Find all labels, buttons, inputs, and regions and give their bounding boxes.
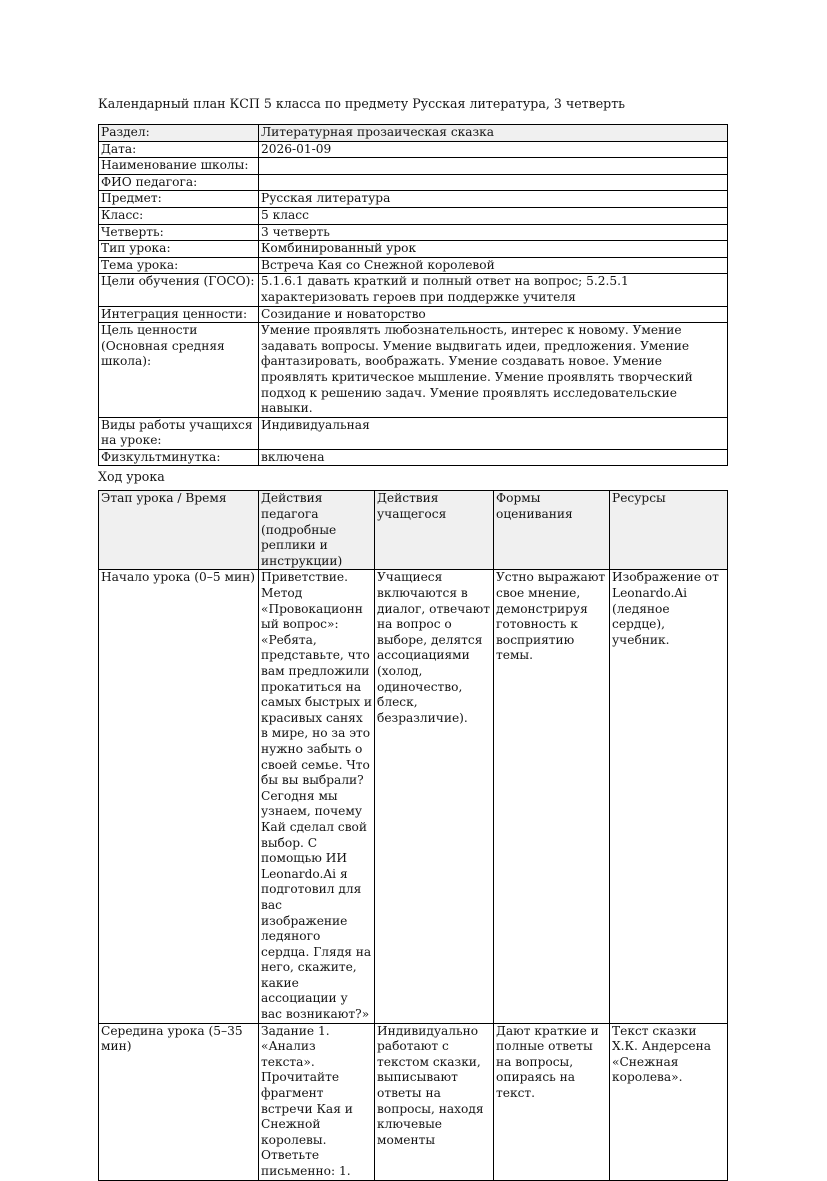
info-label: ФИО педагога: — [99, 174, 259, 191]
info-value: Индивидуальная — [259, 417, 728, 449]
info-row-teacher-name — [99, 174, 728, 191]
info-row-quarter — [99, 224, 728, 241]
info-row-work-types — [99, 417, 728, 449]
lesson-table-header-row — [99, 491, 728, 570]
info-label: Цель ценности (Основная средняя школа): — [99, 323, 259, 418]
info-label: Тема урока: — [99, 257, 259, 274]
cell-assessment: Дают краткие и полные ответы на вопросы, опираясь на текст. — [494, 1023, 610, 1180]
info-value: Комбинированный урок — [259, 241, 728, 258]
lesson-row-start — [99, 570, 728, 1023]
column-header-teacher-actions: Действия педагога (подробные реплики и инструкции) — [259, 491, 375, 570]
info-value: Созидание и новаторство — [259, 306, 728, 323]
info-row-values-integration — [99, 306, 728, 323]
info-label: Четверть: — [99, 224, 259, 241]
info-value: Встреча Кая со Снежной королевой — [259, 257, 728, 274]
info-label: Дата: — [99, 141, 259, 158]
cell-resources: Изображение от Leonardo.Ai (ледяное сердце), учебник. — [610, 570, 728, 1023]
info-value: Умение проявлять любознательность, интерес к новому. Умение задавать вопросы. Умение выдвигать идеи, предложения. Умение фантазировать, воображать. Умение создавать новое. Умение проявлять критическое мышление. Умение проявлять творческий подход к решению задач. Умение проявлять исследовательские навыки. — [259, 323, 728, 418]
info-row-class — [99, 207, 728, 224]
info-row-goals — [99, 274, 728, 306]
info-label: Интеграция ценности: — [99, 306, 259, 323]
info-value: Литературная прозаическая сказка — [259, 125, 728, 142]
info-row-school — [99, 158, 728, 175]
column-header-assessment: Формы оценивания — [494, 491, 610, 570]
info-value: включена — [259, 449, 728, 466]
column-header-student-actions: Действия учащегося — [375, 491, 494, 570]
cell-stage: Середина урока (5–35 мин) — [99, 1023, 259, 1180]
info-label: Физкультминутка: — [99, 449, 259, 466]
lesson-info-table — [98, 124, 728, 466]
info-value: 5 класс — [259, 207, 728, 224]
cell-assessment: Устно выражают свое мнение, демонстрируя готовность к восприятию темы. — [494, 570, 610, 1023]
info-label: Предмет: — [99, 191, 259, 208]
info-row-lesson-topic — [99, 257, 728, 274]
info-value: 3 четверть — [259, 224, 728, 241]
info-value — [259, 174, 728, 191]
document-title: Календарный план КСП 5 класса по предмету Русская литература, 3 четверть — [98, 96, 626, 111]
column-header-resources: Ресурсы — [610, 491, 728, 570]
column-header-stage: Этап урока / Время — [99, 491, 259, 570]
info-row-lesson-type — [99, 241, 728, 258]
info-label: Цели обучения (ГОСО): — [99, 274, 259, 306]
section-heading: Ход урока — [98, 469, 165, 485]
cell-teacher-actions: Приветствие. Метод «Провокационный вопрос»: «Ребята, представьте, что вам предложили прокатиться на самых быстрых и красивых санях в мире, но за это нужно забыть о своей семье. Что бы вы выбрали? Сегодня мы узнаем, почему Кай сделал свой выбор. С помощью ИИ Leonardo.Ai я подготовил для вас изображение ледяного сердца. Глядя на него, скажите, какие ассоциации у вас возникают?» — [259, 570, 375, 1023]
info-row-values-goal — [99, 323, 728, 418]
info-label: Класс: — [99, 207, 259, 224]
info-row-data — [99, 141, 728, 158]
info-value — [259, 158, 728, 175]
cell-teacher-actions: Задание 1. «Анализ текста». Прочитайте фрагмент встречи Кая и Снежной королевы. Ответьте письменно: 1. — [259, 1023, 375, 1180]
info-label: Раздел: — [99, 125, 259, 142]
info-row-physical-minute — [99, 449, 728, 466]
info-value: 2026-01-09 — [259, 141, 728, 158]
lesson-course-table — [98, 490, 728, 1180]
lesson-row-middle — [99, 1023, 728, 1180]
cell-stage: Начало урока (0–5 мин) — [99, 570, 259, 1023]
cell-resources: Текст сказки Х.К. Андерсена «Снежная королева». — [610, 1023, 728, 1180]
info-row-subject — [99, 191, 728, 208]
info-value: Русская литература — [259, 191, 728, 208]
cell-student-actions: Индивидуально работают с текстом сказки, выписывают ответы на вопросы, находя ключевые моменты — [375, 1023, 494, 1180]
cell-student-actions: Учащиеся включаются в диалог, отвечают на вопрос о выборе, делятся ассоциациями (холод, одиночество, блеск, безразличие). — [375, 570, 494, 1023]
info-row-razdel — [99, 125, 728, 142]
info-label: Виды работы учащихся на уроке: — [99, 417, 259, 449]
info-label: Тип урока: — [99, 241, 259, 258]
info-value: 5.1.6.1 давать краткий и полный ответ на вопрос; 5.2.5.1 характеризовать героев при поддержке учителя — [259, 274, 728, 306]
info-label: Наименование школы: — [99, 158, 259, 175]
